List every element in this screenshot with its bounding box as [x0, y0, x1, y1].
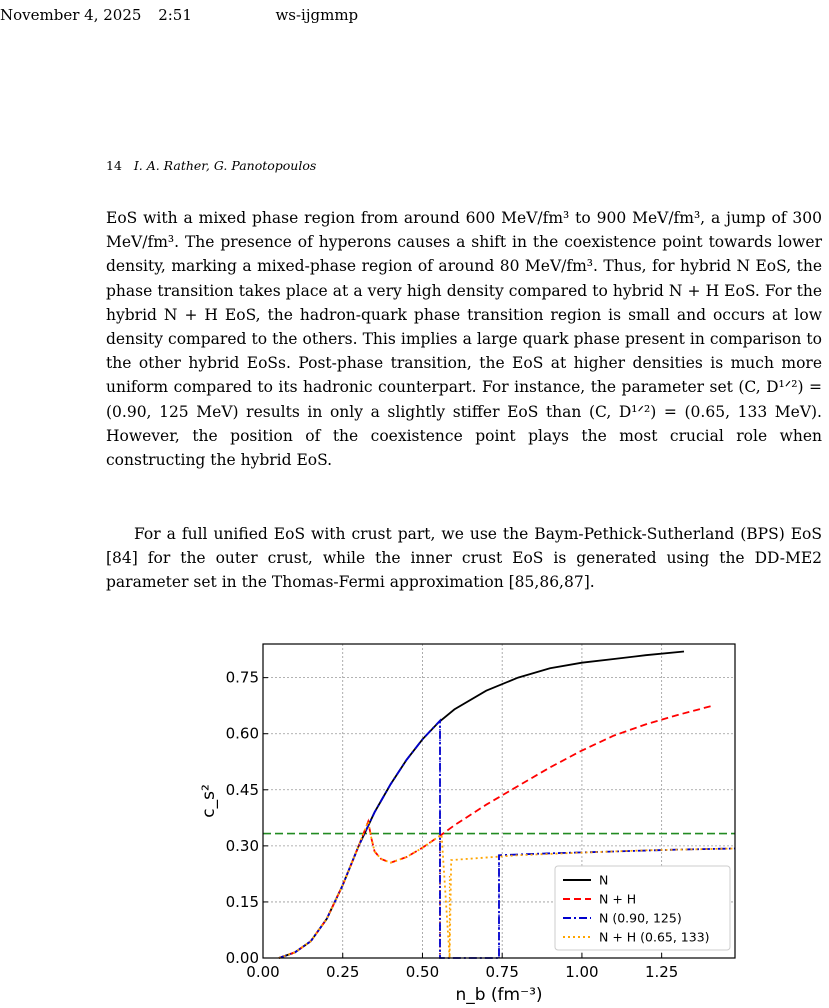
x-tick-label: 0.50 — [405, 963, 440, 981]
paragraph-1: EoS with a mixed phase region from around 600 MeV/fm³ to 900 MeV/fm³, a jump of 300 MeV/fm³. The presence of hyperons causes a shift in the coexistence point towards lower density, marking a mixed-phase region of around 80 MeV/fm³. Thus, for hybrid N EoS, the phase transition takes place at a very high density compared to hybrid N + H EoS. For the hybrid N + H EoS, the hadron-quark phase transition region is small and occurs at low density compared to the others. This implies a large quark phase present in comparison to the other hybrid EoSs. Post-phase transition, the EoS at higher densities is much more uniform compared to its hadronic counterpart. For instance, the parameter set (C, D¹ᐟ²) = (0.90, 125 MeV) results in only a slightly stiffer EoS than (C, D¹ᐟ²) = (0.65, 133 MeV). However, the position of the coexistence point plays the most crucial role when constructing the hybrid EoS. — [106, 209, 822, 470]
legend-label: N (0.90, 125) — [599, 910, 682, 926]
header-date: November 4, 2025 — [0, 6, 142, 24]
sound-speed-chart — [190, 636, 750, 1006]
legend-label: N + H — [599, 891, 637, 907]
y-tick-label: 0.30 — [225, 836, 259, 855]
y-tick-label: 0.60 — [225, 724, 259, 743]
x-tick-label: 1.25 — [644, 963, 679, 981]
x-axis-label: n_b (fm⁻³) — [455, 985, 543, 1005]
x-tick-label: 0.25 — [326, 963, 360, 981]
y-axis-label: c_s² — [199, 784, 219, 818]
page-header — [106, 158, 316, 173]
header-time: 2:51 — [158, 6, 192, 24]
y-tick-label: 0.00 — [225, 949, 259, 967]
chart-legend — [555, 866, 730, 950]
y-tick-label: 0.75 — [225, 668, 259, 687]
x-tick-label: 0.75 — [485, 963, 519, 981]
x-tick-label: 1.00 — [565, 963, 599, 981]
legend-label: N — [599, 872, 609, 888]
y-tick-label: 0.45 — [225, 780, 259, 799]
y-ticks — [226, 669, 268, 967]
running-header — [0, 6, 358, 24]
x-tick-label: 0.00 — [246, 963, 280, 981]
paragraph-2: For a full unified EoS with crust part, we use the Baym-Pethick-Sutherland (BPS) EoS [84] for the outer crust, while the inner crust EoS is generated using the DD-ME2 parameter set in the Thomas-Fermi approximation [85,86,87]. — [106, 525, 822, 592]
y-tick-label: 0.15 — [225, 892, 259, 911]
page-number: 14 — [106, 158, 122, 173]
header-doc-id: ws-ijgmmp — [275, 6, 359, 24]
legend-label: N + H (0.65, 133) — [599, 929, 710, 945]
page-authors: I. A. Rather, G. Panotopoulos — [133, 158, 317, 173]
x-ticks — [246, 953, 678, 981]
transition-markers — [440, 721, 499, 958]
